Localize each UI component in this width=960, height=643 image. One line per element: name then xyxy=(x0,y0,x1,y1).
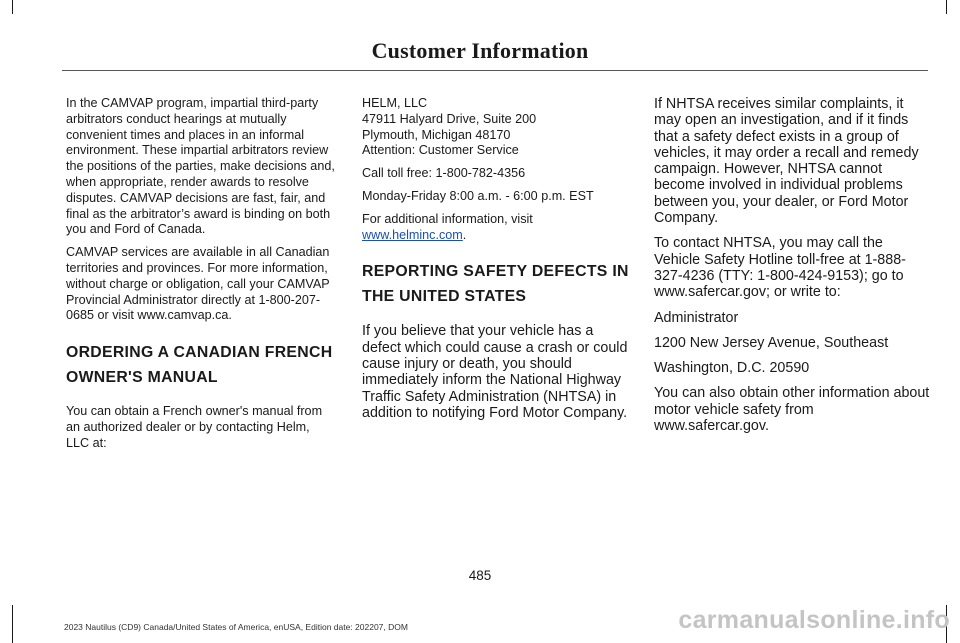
safety-defects-heading-line1: REPORTING SAFETY DEFECTS IN xyxy=(362,263,629,281)
address-line: Plymouth, Michigan 48170 xyxy=(362,127,511,142)
business-hours: Monday-Friday 8:00 a.m. - 6:00 p.m. EST xyxy=(362,188,594,203)
french-manual-paragraph: You can obtain a French owner's manual from an authorized dealer or by contacting Helm, LLC at: xyxy=(66,404,323,450)
page-title: Customer Information xyxy=(371,38,589,63)
column-right xyxy=(654,96,930,443)
nhtsa-address-street: 1200 New Jersey Avenue, Southeast xyxy=(654,334,889,351)
helminc-link[interactable]: www.helminc.com xyxy=(362,227,463,242)
french-manual-heading xyxy=(66,340,336,390)
address-line: HELM, LLC xyxy=(362,96,428,110)
additional-info-prefix: For additional information, visit xyxy=(362,211,533,226)
crop-mark-top-right xyxy=(946,0,947,14)
page-number: 485 xyxy=(468,568,492,583)
camvap-arbitration-paragraph: In the CAMVAP program, impartial third-party arbitrators conduct hearings at mutually convenient times and places in an informal environment. These impartial arbitrators review the positions of the parties, make decisions and, when appropriate, render awards to resolve disputes. CAMVAP decisions are fast, fair, and final as the arbitrator’s award is binding on both you and Ford of Canada. xyxy=(66,96,335,237)
helm-address xyxy=(362,96,632,159)
address-line: Attention: Customer Service xyxy=(362,143,519,158)
watermark: carmanualsonline.info xyxy=(678,606,950,634)
edition-footer: 2023 Nautilus (CD9) Canada/United States of America, enUSA, Edition date: 202207, DOM xyxy=(64,622,408,632)
nhtsa-investigation-paragraph: If NHTSA receives similar complaints, it may open an investigation, and if it finds that a safety defect exists in a group of vehicles, it may order a recall and remedy campaign. However, NHTSA cannot become involved in individual problems between you, your dealer, or Ford Motor Company. xyxy=(654,96,919,227)
additional-info xyxy=(362,212,632,244)
vehicle-safety-info-paragraph: You can also obtain other information about motor vehicle safety from www.safercar.gov. xyxy=(654,385,930,435)
crop-mark-top-left xyxy=(12,0,13,14)
crop-mark-bottom-left xyxy=(12,605,13,643)
column-left xyxy=(66,96,336,459)
nhtsa-address-administrator: Administrator xyxy=(654,309,739,326)
french-manual-heading-line1: ORDERING A CANADIAN FRENCH xyxy=(66,344,333,362)
camvap-services-paragraph: CAMVAP services are available in all Canadian territories and provinces. For more information, without charge or obligation, call your CAMVAP Provincial Administrator directly at 1-800-207-0685 or visit www.camvap.ca. xyxy=(66,245,330,323)
safety-defects-paragraph: If you believe that your vehicle has a defect which could cause a crash or could cause injury or death, you should immediately inform the National Highway Traffic Safety Administration (NHTSA) in addition to notifying Ford Motor Company. xyxy=(362,323,628,421)
tollfree-number: Call toll free: 1-800-782-4356 xyxy=(362,166,526,181)
title-divider xyxy=(62,70,928,71)
address-line: 47911 Halyard Drive, Suite 200 xyxy=(362,111,537,126)
safety-defects-heading xyxy=(362,259,632,309)
additional-info-suffix: . xyxy=(462,227,467,242)
column-middle xyxy=(362,96,632,428)
safety-defects-heading-line2: THE UNITED STATES xyxy=(362,288,527,306)
nhtsa-contact-paragraph: To contact NHTSA, you may call the Vehicle Safety Hotline toll-free at 1-888-327-4236 (TTY: 1-800-424-9153); go to www.safercar.gov; or write to: xyxy=(654,235,906,301)
nhtsa-address-city: Washington, D.C. 20590 xyxy=(654,360,810,377)
french-manual-heading-line2: OWNER'S MANUAL xyxy=(66,369,218,387)
